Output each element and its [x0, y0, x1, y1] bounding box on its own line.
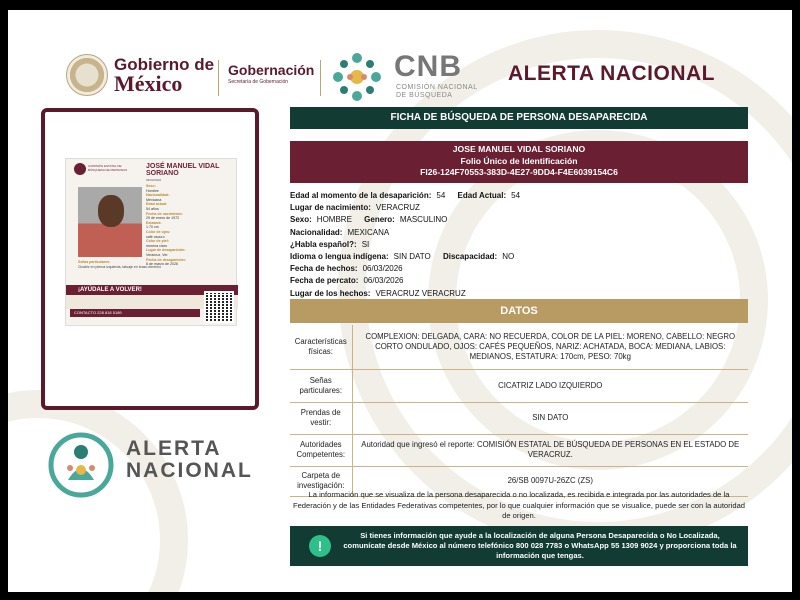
sexo-label: Sexo: — [290, 215, 312, 225]
poster-detail-value: 1.70 cm — [146, 225, 159, 230]
lugar-hechos-value: VERACRUZ VERACRUZ — [375, 288, 466, 298]
poster-detail-value: Hombre — [146, 188, 159, 193]
cnb-subtitle-line1: COMISIÓN NACIONAL — [396, 84, 478, 91]
info-icon: ! — [309, 535, 331, 557]
poster-details — [146, 184, 236, 267]
ficha-title: FICHA DE BÚSQUEDA DE PERSONA DESAPARECIDA — [290, 107, 748, 129]
discapacidad-value: NO — [502, 252, 515, 262]
info-row — [290, 251, 748, 263]
poster-detail-key: Fecha de desaparición: — [146, 257, 186, 262]
mexico-label: México — [114, 71, 183, 96]
cnb-title: CNB — [394, 50, 462, 83]
poster-senas — [78, 260, 208, 269]
divider — [218, 60, 219, 96]
poster-detail-key: Lugar de desaparición: — [146, 248, 186, 253]
poster-detail-value: morena claro — [146, 243, 167, 248]
row-value: COMPLEXION: DELGADA, CARA: NO RECUERDA, COLOR DE LA PIEL: MORENO, CABELLO: NEGRO CORTO ONDULADO, OJOS: CAFÉS PEQUEÑOS, NARIZ: ACHATADA, BOCA: MEDIANA, LABIOS: MEDIANOS, ESTATURA: 170cm, PESO: 70kg — [352, 325, 748, 369]
poster-name: JOSÉ MANUEL VIDAL SORIANO — [146, 163, 220, 177]
alerta-logo-line1: ALERTA — [126, 437, 222, 460]
row-value: Autoridad que ingresó el reporte: COMISIÓN ESTATAL DE BÚSQUEDA DE PERSONAS EN EL ESTADO DE VERACRUZ. — [352, 434, 748, 466]
row-value: CICATRIZ LADO IZQUIERDO — [352, 369, 748, 402]
info-row — [290, 239, 748, 251]
poster-contact: CONTACTO 228 818 5189 — [70, 309, 200, 317]
table-row — [290, 325, 748, 369]
discapacidad-label: Discapacidad: — [442, 252, 498, 262]
cnb-subtitle — [396, 84, 478, 100]
idioma-value: SIN DATO — [393, 252, 431, 262]
header — [8, 46, 792, 116]
lugar-hechos-label: Lugar de los hechos: — [290, 288, 371, 298]
poster-detail — [146, 212, 236, 221]
poster-logo-icon — [74, 163, 86, 175]
table-row — [290, 402, 748, 434]
fecha-hechos-value: 06/03/2026 — [362, 264, 403, 274]
info-row — [290, 275, 748, 287]
lugar-nacimiento-value: VERACRUZ — [375, 203, 420, 213]
row-label: Características físicas: — [290, 325, 352, 369]
poster-detail-value: café oscuro — [146, 234, 165, 239]
poster-institution: COMISIÓN ESTATAL DE BÚSQUEDA DE PERSONAS — [88, 164, 128, 172]
cnb-subtitle-line2: DE BÚSQUEDA — [396, 92, 453, 99]
poster-detail-key: Sexo: — [146, 184, 156, 188]
row-label: Señas particulares: — [290, 369, 352, 402]
info-row — [290, 288, 748, 300]
row-value: 26/SB 0097U-26ZC (ZS) — [352, 466, 748, 496]
fecha-percato-value: 06/03/2026 — [363, 276, 404, 286]
poster-detail-key: Color de ojos: — [146, 229, 171, 234]
folio-value: FI26-124F70553-383D-4E27-9DD4-F4E6039154C6 — [420, 167, 618, 177]
page — [8, 10, 792, 592]
mexico-seal-icon — [66, 54, 108, 96]
habla-espanol-value: SI — [361, 239, 370, 249]
alerta-logo-line2: NACIONAL — [126, 459, 253, 482]
folio-label: Folio Único de Identificación — [460, 155, 578, 166]
nacionalidad-value: MEXICANA — [347, 227, 390, 237]
row-value: SIN DATO — [352, 402, 748, 434]
person-head — [98, 195, 124, 227]
poster-detail — [146, 230, 236, 239]
gobierno-label: Gobierno de — [114, 55, 215, 74]
poster-detail — [146, 248, 236, 257]
person-name-box — [290, 141, 748, 183]
table-row — [290, 434, 748, 466]
table-row — [290, 369, 748, 402]
edad-actual-value: 54 — [511, 191, 521, 200]
poster-date: 06/03/2026 — [146, 178, 162, 182]
person-photo — [78, 187, 142, 257]
qr-code-icon — [204, 291, 234, 323]
poster-detail-key: Estatura: — [146, 220, 162, 225]
poster-senas-value: Cicatriz en pierna izquierda, tatuaje en brazo derecho — [78, 264, 162, 269]
row-label: Carpeta de investigación: — [290, 466, 352, 496]
edad-desaparicion-value: 54 — [436, 191, 446, 200]
edad-actual-label: Edad Actual: — [457, 191, 507, 200]
info-row — [290, 202, 748, 214]
fecha-percato-label: Fecha de percato: — [290, 276, 359, 286]
poster-detail-value: 6 de marzo de 2026 — [146, 262, 178, 267]
poster-detail — [146, 202, 236, 211]
row-label: Prendas de vestir: — [290, 402, 352, 434]
row-label: Autoridades Competentes: — [290, 434, 352, 466]
person-info — [290, 190, 748, 300]
poster-detail — [146, 221, 236, 230]
poster-senas-label: Señas particulares: — [78, 260, 111, 264]
poster-detail-value: Veracruz, Ver. — [146, 252, 169, 257]
info-row — [290, 263, 748, 275]
alerta-nacional-logo-icon — [48, 432, 114, 498]
poster-detail-key: Fecha de nacimiento: — [146, 211, 183, 216]
fecha-hechos-label: Fecha de hechos: — [290, 264, 358, 274]
poster-detail-key: Edad actual: — [146, 202, 168, 207]
datos-table — [290, 325, 748, 497]
poster-detail — [146, 184, 236, 193]
alerta-nacional-title: ALERTA NACIONAL — [508, 62, 715, 85]
nacionalidad-label: Nacionalidad: — [290, 227, 343, 237]
genero-value: MASCULINO — [399, 215, 448, 225]
sexo-value: HOMBRE — [316, 215, 352, 225]
poster-detail-value: 29 de enero de 1972 — [146, 216, 180, 221]
gobernacion-sub: Secretaría de Gobernación — [228, 79, 289, 85]
lugar-nacimiento-label: Lugar de nacimiento: — [290, 203, 371, 213]
divider — [320, 60, 321, 96]
poster-image — [65, 158, 237, 326]
datos-header: DATOS — [290, 299, 748, 323]
help-banner — [290, 526, 748, 566]
genero-label: Genero: — [364, 215, 395, 225]
cnb-logo-icon — [330, 50, 384, 104]
poster-detail-key: Nacionalidad: — [146, 193, 170, 198]
habla-espanol-label: ¿Habla español?: — [290, 239, 357, 249]
info-row — [290, 190, 748, 202]
poster-detail — [146, 239, 236, 248]
gobernacion-label: Gobernación — [228, 62, 315, 78]
help-text: Si tienes información que ayude a la localización de alguna Persona Desaparecida o No Localizada, comunícate desde México al número telefónico 800 028 7783 o WhatsApp 55 1309 9024 y proporciona toda la información que tengas. — [343, 531, 737, 561]
poster-detail — [146, 193, 236, 202]
person-name: JOSE MANUEL VIDAL SORIANO — [452, 144, 586, 154]
footer-note: La información que se visualiza de la persona desaparecida o no localizada, es recibida e integrada por las autoridades de la Federación y de las Entidades Federativas competentes, por lo que cualquier información que se visualice, puede ser con la autoridad de origen. — [292, 490, 746, 520]
poster-detail-value: Mexicana — [146, 197, 162, 202]
missing-person-poster — [41, 108, 259, 410]
idioma-label: Idioma o lengua indígena: — [290, 252, 389, 262]
info-row — [290, 214, 748, 226]
edad-desaparicion-label: Edad al momento de la desaparición: — [290, 191, 432, 200]
info-row — [290, 227, 748, 239]
poster-band: ¡AYÚDALE A VOLVER! — [66, 285, 238, 295]
poster-detail-value: 54 años — [146, 206, 159, 211]
poster-detail-key: Color de piel: — [146, 239, 169, 244]
